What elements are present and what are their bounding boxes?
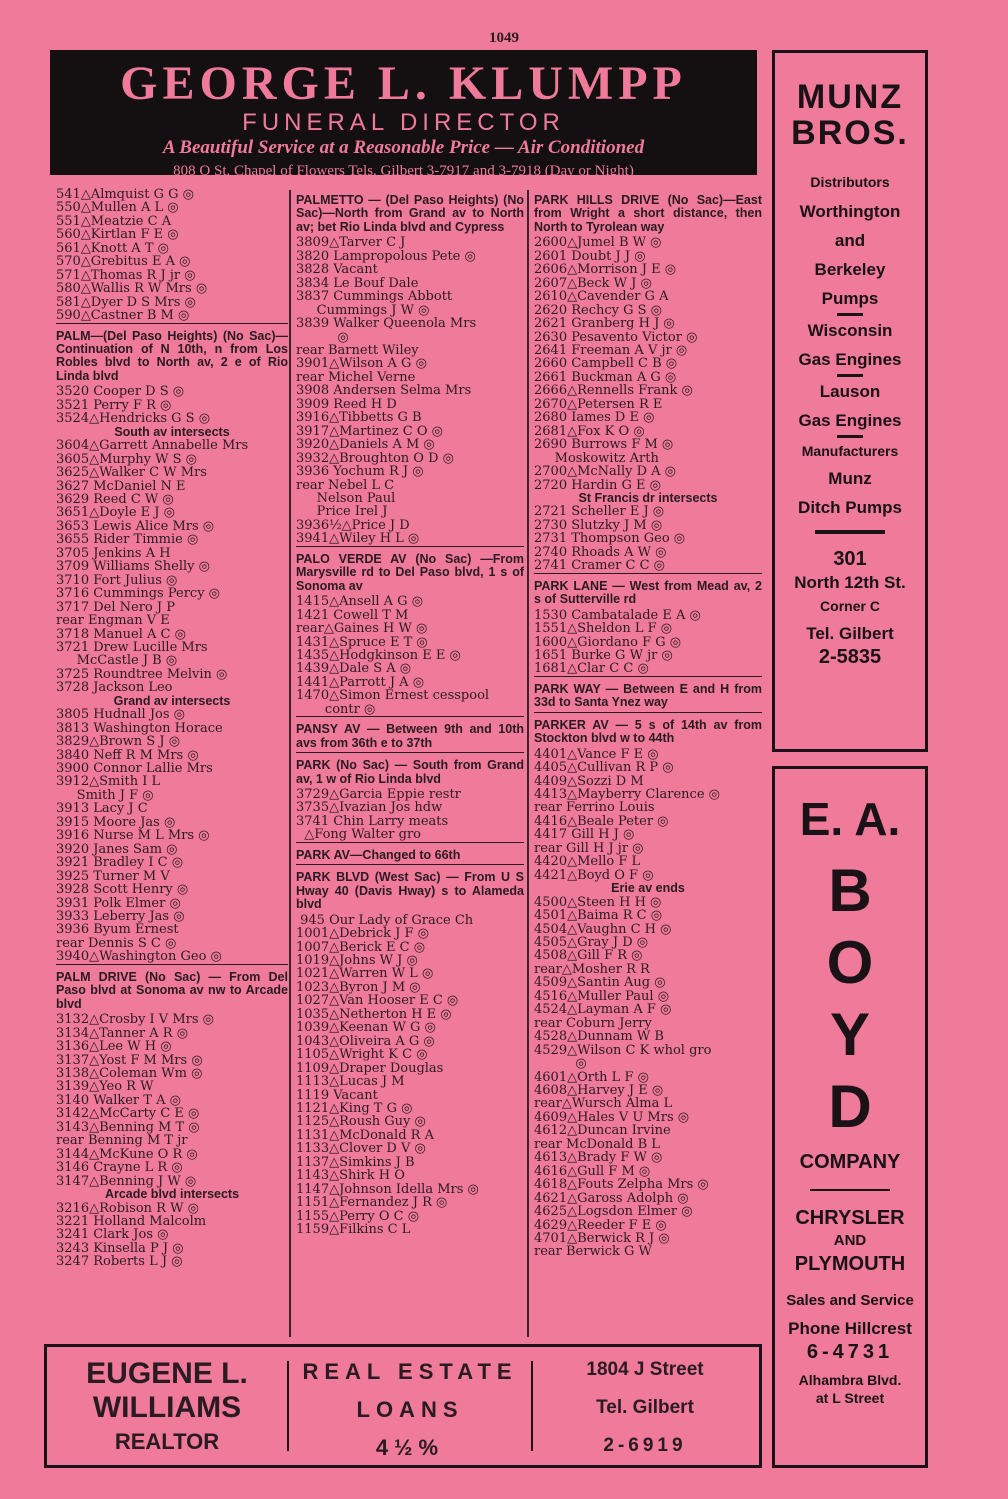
section-rule bbox=[296, 864, 524, 865]
directory-entry: rear McDonald B L bbox=[534, 1137, 660, 1152]
directory-entry: 3936 Yochum R J ◎ bbox=[296, 465, 424, 479]
intersection-note: Erie av ends bbox=[611, 881, 685, 896]
directory-entry: 3820 Lampropolous Pete ◎ bbox=[296, 249, 476, 264]
contact-tel-label: Tel. Gilbert bbox=[596, 1397, 694, 1418]
directory-entry: 3143△Benning M T ◎ bbox=[56, 1120, 200, 1135]
munz-name-2: BROS. bbox=[791, 114, 909, 152]
directory-entry: 3829△Brown S J ◎ bbox=[56, 735, 181, 749]
munz-line: Gas Engines bbox=[798, 411, 902, 430]
realtor-role: REALTOR bbox=[114, 1429, 220, 1454]
street-heading: PARKER AV — 5 s of 14th av from Stockton blvd w to 44th bbox=[534, 717, 762, 746]
directory-entry: 3721 Drew Lucille Mrs bbox=[56, 640, 208, 655]
boyd-company: COMPANY bbox=[799, 1151, 901, 1173]
service-rate: 4½% bbox=[375, 1435, 445, 1460]
street-heading: PALM—(Del Paso Heights) (No Sac)—Continuation of N 10th, n from Los Robles blvd to North av, 2 e of Rio Linda blvd bbox=[56, 328, 288, 383]
realtor-contact bbox=[531, 1347, 759, 1469]
directory-entry: 3805 Hudnall Jos ◎ bbox=[56, 708, 186, 722]
contact-tel-number: 2-6919 bbox=[603, 1435, 687, 1456]
directory-entry: Nelson Paul bbox=[296, 491, 396, 506]
directory-entry: 3741 Chin Larry meats bbox=[296, 814, 449, 829]
directory-entry: 1155△Perry O C ◎ bbox=[296, 1209, 420, 1224]
directory-entry: 3940△Washington Geo ◎ bbox=[56, 950, 222, 964]
directory-entry: 1431△Spruce E T ◎ bbox=[296, 635, 428, 649]
directory-entry: 1043△Oliveira A G ◎ bbox=[296, 1034, 435, 1049]
street-heading: PALMETTO — (Del Paso Heights) (No Sac)—North from Grand av to North av; bet Rio Linda blvd and Cypress bbox=[296, 193, 524, 234]
directory-entry: 560△Kirtlan F E ◎ bbox=[56, 228, 179, 242]
service-line: LOANS bbox=[356, 1397, 464, 1422]
directory-entry: 3725 Roundtree Melvin ◎ bbox=[56, 667, 228, 682]
directory-entry: 1681△Clar C C ◎ bbox=[534, 662, 649, 676]
realtor-name: WILLIAMS bbox=[92, 1391, 242, 1424]
directory-entry: 2641 Freeman A V jr ◎ bbox=[534, 343, 688, 358]
directory-entry: 3521 Perry F R ◎ bbox=[56, 398, 172, 413]
williams-realtor-ad bbox=[44, 1344, 762, 1468]
directory-entry: 1001△Debrick J F ◎ bbox=[296, 927, 430, 941]
directory-entry: 2690 Burrows F M ◎ bbox=[534, 438, 674, 452]
directory-entry: 3931 Polk Elmer ◎ bbox=[56, 896, 181, 911]
directory-entry: 3718 Manuel A C ◎ bbox=[56, 627, 186, 641]
directory-entry: rear Coburn Jerry bbox=[534, 1016, 652, 1031]
directory-entry: rear Berwick G W bbox=[534, 1245, 652, 1259]
directory-entry: 1113△Lucas J M bbox=[296, 1075, 405, 1089]
directory-entry: 945 Our Lady of Grace Ch bbox=[296, 913, 474, 928]
boyd-phone-label: Phone Hillcrest bbox=[788, 1319, 912, 1338]
directory-entry: 3140 Walker T A ◎ bbox=[56, 1093, 181, 1108]
directory-entry: 4401△Vance F E ◎ bbox=[534, 747, 659, 762]
directory-entry: 1441△Parrott J A ◎ bbox=[296, 675, 425, 690]
street-heading: PANSY AV — Between 9th and 10th avs from 36th e to 37th bbox=[296, 722, 524, 750]
directory-entry: rear△Gaines H W ◎ bbox=[296, 622, 428, 636]
directory-entry: 3216△Robison R W ◎ bbox=[56, 1201, 199, 1215]
funeral-director-banner bbox=[50, 50, 757, 179]
directory-entry: 3524△Hendricks G S ◎ bbox=[56, 412, 211, 426]
directory-entry: rear Ferrino Louis bbox=[534, 801, 655, 815]
realtor-name: EUGENE L. bbox=[86, 1357, 248, 1390]
directory-entry: 1021△Warren W L ◎ bbox=[296, 967, 434, 981]
directory-entry: 1470△Simon Ernest cesspool bbox=[296, 689, 490, 703]
munz-address-street: North 12th St. bbox=[794, 573, 906, 592]
boyd-location: at L Street bbox=[815, 1390, 885, 1406]
directory-entry: 4421△Boyd O F ◎ bbox=[534, 868, 654, 883]
directory-entry: 4529△Wilson C K whol gro bbox=[534, 1043, 712, 1058]
boyd-brand: PLYMOUTH bbox=[794, 1253, 906, 1275]
boyd-letter: B bbox=[828, 857, 872, 924]
service-line: REAL ESTATE bbox=[302, 1359, 518, 1384]
directory-column-1 bbox=[56, 188, 288, 1269]
directory-entry: rear Gill H J jr ◎ bbox=[534, 841, 644, 856]
section-rule bbox=[296, 546, 524, 547]
directory-entry: 1019△Johns W J ◎ bbox=[296, 954, 418, 968]
directory-entry: 2721 Scheller E J ◎ bbox=[534, 505, 665, 519]
directory-entry: 561△Knott A T ◎ bbox=[56, 241, 169, 256]
directory-entry: 3520 Cooper D S ◎ bbox=[56, 385, 185, 399]
directory-entry: 3241 Clark Jos ◎ bbox=[56, 1228, 169, 1242]
directory-entry: 3221 Holland Malcolm bbox=[56, 1214, 207, 1229]
directory-entry: 3834 Le Bouf Dale bbox=[296, 276, 419, 291]
munz-corner: Corner C bbox=[820, 598, 880, 614]
directory-entry: 3729△Garcia Eppie restr bbox=[296, 788, 461, 802]
divider-bar bbox=[815, 530, 885, 534]
directory-column-2 bbox=[296, 188, 524, 1237]
street-heading: PARK LANE — West from Mead av, 2 s of Sutterville rd bbox=[534, 578, 762, 607]
directory-entry: 4618△Fouts Zelpha Mrs ◎ bbox=[534, 1178, 709, 1192]
divider-rule bbox=[810, 1189, 890, 1191]
directory-entry: ◎ bbox=[534, 1057, 587, 1071]
directory-entry: 2666△Rennells Frank ◎ bbox=[534, 384, 693, 398]
directory-entry: rear Michel Verne bbox=[296, 370, 416, 385]
street-heading: PARK BLVD (West Sac) — From U S Hway 40 (Davis Hway) s to Alameda blvd bbox=[296, 870, 524, 912]
directory-entry: 4501△Baima R C ◎ bbox=[534, 909, 663, 923]
intersection-note: Arcade blvd intersects bbox=[104, 1187, 240, 1202]
directory-entry: 3147△Benning J W ◎ bbox=[56, 1174, 197, 1189]
page-number: 1049 bbox=[489, 30, 519, 46]
street-heading: PALM DRIVE (No Sac) — From Del Paso blvd at Sonoma av nw to Arcade blvd bbox=[56, 969, 288, 1011]
directory-entry: 3604△Garrett Annabelle Mrs bbox=[56, 439, 249, 453]
munz-name-1: MUNZ bbox=[796, 78, 904, 116]
ea-boyd-ad bbox=[772, 766, 928, 1468]
directory-entry: 1109△Draper Douglas bbox=[296, 1061, 444, 1076]
directory-entry: rear Nebel L C bbox=[296, 478, 395, 492]
directory-entry: 4516△Muller Paul ◎ bbox=[534, 989, 670, 1004]
directory-entry: 3900 Connor Lallie Mrs bbox=[56, 762, 213, 776]
directory-entry: 1151△Fernandez J R ◎ bbox=[296, 1196, 448, 1210]
section-rule bbox=[296, 716, 524, 717]
directory-entry: 2607△Beck W J ◎ bbox=[534, 276, 652, 291]
directory-entry: 571△Thomas R J jr ◎ bbox=[56, 268, 196, 283]
section-rule bbox=[296, 752, 524, 753]
directory-entry: rear Engman V E bbox=[56, 614, 170, 628]
banner-name: GEORGE L. KLUMPP bbox=[120, 57, 687, 110]
directory-entry: 3928 Scott Henry ◎ bbox=[56, 883, 189, 897]
directory-entry: 1121△King T G ◎ bbox=[296, 1102, 413, 1116]
directory-entry: 4500△Steen H H ◎ bbox=[534, 895, 662, 910]
directory-entry: 1415△Ansell A G ◎ bbox=[296, 595, 424, 609]
directory-entry: 3921 Bradley I C ◎ bbox=[56, 856, 184, 870]
section-rule bbox=[534, 712, 762, 713]
directory-entry: 3941△Wiley H L ◎ bbox=[296, 532, 420, 546]
directory-entry: contr ◎ bbox=[296, 702, 376, 717]
directory-entry: 3134△Tanner A R ◎ bbox=[56, 1026, 189, 1041]
boyd-service: Sales and Service bbox=[786, 1292, 914, 1309]
directory-entry: 3137△Yost F M Mrs ◎ bbox=[56, 1053, 203, 1067]
directory-entry: 581△Dyer D S Mrs ◎ bbox=[56, 295, 196, 310]
directory-entry: 1530 Cambatalade E A ◎ bbox=[534, 608, 701, 623]
directory-entry: 3716 Cummings Percy ◎ bbox=[56, 587, 221, 601]
column-divider bbox=[289, 190, 291, 1337]
directory-entry: 1027△Van Hooser E C ◎ bbox=[296, 994, 459, 1008]
directory-entry: 4505△Gray J D ◎ bbox=[534, 936, 649, 950]
directory-entry: 3901△Wilson A G ◎ bbox=[296, 357, 427, 371]
contact-address: 1804 J Street bbox=[586, 1359, 704, 1380]
directory-entry: 3144△McKune O R ◎ bbox=[56, 1147, 198, 1162]
munz-line: Lauson bbox=[819, 382, 881, 401]
directory-entry: 3710 Fort Julius ◎ bbox=[56, 573, 178, 588]
directory-entry: rear Barnett Wiley bbox=[296, 343, 419, 358]
section-rule bbox=[56, 964, 288, 965]
directory-entry: 4405△Cullivan R P ◎ bbox=[534, 761, 674, 775]
directory-entry: 570△Grebitus E A ◎ bbox=[56, 255, 191, 269]
directory-entry: 3920△Daniels A M ◎ bbox=[296, 438, 435, 452]
directory-entry: 1023△Byron J M ◎ bbox=[296, 980, 421, 995]
directory-entry: 1007△Berick E C ◎ bbox=[296, 940, 426, 955]
directory-entry: 2661 Buckman A G ◎ bbox=[534, 370, 677, 385]
boyd-brand: CHRYSLER bbox=[795, 1207, 905, 1229]
divider-dash bbox=[837, 374, 863, 377]
directory-entry: 3840 Neff R M Mrs ◎ bbox=[56, 748, 199, 763]
directory-entry: 3915 Moore Jas ◎ bbox=[56, 815, 176, 830]
directory-entry: 3247 Roberts L J ◎ bbox=[56, 1255, 183, 1269]
directory-entry: 3132△Crosby I V Mrs ◎ bbox=[56, 1013, 214, 1027]
directory-entry: 3837 Cummings Abbott bbox=[296, 290, 453, 304]
directory-entry: 3936 Byum Ernest bbox=[56, 923, 179, 937]
directory-entry: 1143△Shirk H O bbox=[296, 1169, 405, 1183]
directory-entry: 3925 Turner M V bbox=[56, 869, 170, 884]
directory-entry: 4409△Sozzi D M bbox=[534, 774, 644, 789]
munz-tel-number: 2-5835 bbox=[818, 646, 882, 668]
directory-entry: 1551△Sheldon L F ◎ bbox=[534, 622, 673, 636]
directory-entry: rear△Mosher R R bbox=[534, 962, 650, 977]
directory-entry: 4508△Gill F R ◎ bbox=[534, 949, 643, 963]
directory-entry: 1105△Wright K C ◎ bbox=[296, 1048, 428, 1062]
directory-entry: 1119 Vacant bbox=[296, 1088, 378, 1102]
banner-title: FUNERAL DIRECTOR bbox=[242, 109, 565, 136]
directory-entry: 1137△Simkins J B bbox=[296, 1155, 415, 1170]
directory-entry: 3913 Lacy J C bbox=[56, 802, 148, 816]
boyd-letter: Y bbox=[829, 1001, 871, 1068]
directory-entry: 2600△Jumel B W ◎ bbox=[534, 236, 662, 250]
directory-entry: 3142△McCarty C E ◎ bbox=[56, 1107, 200, 1121]
directory-entry: McCastle J B ◎ bbox=[56, 654, 178, 668]
directory-entry: 2680 Iames D E ◎ bbox=[534, 411, 655, 425]
directory-entry: 3909 Reed H D bbox=[296, 397, 397, 412]
directory-entry: 4413△Mayberry Clarence ◎ bbox=[534, 788, 720, 802]
directory-entry: ◎ bbox=[296, 330, 349, 344]
intersection-note: South av intersects bbox=[114, 424, 230, 439]
directory-entry: 2741 Cramer C C ◎ bbox=[534, 559, 665, 573]
directory-entry: 3932△Broughton O D ◎ bbox=[296, 451, 454, 466]
directory-entry: Cummings J W ◎ bbox=[296, 303, 430, 318]
directory-entry: 2610△Cavender G A bbox=[534, 290, 669, 304]
realtor-name-block bbox=[47, 1347, 287, 1475]
directory-entry: 4609△Hales V U Mrs ◎ bbox=[534, 1110, 690, 1125]
directory-entry: 2681△Fox K O ◎ bbox=[534, 424, 645, 439]
directory-entry: 4420△Mello F L bbox=[534, 855, 641, 869]
directory-entry: 3605△Murphy W S ◎ bbox=[56, 452, 198, 467]
munz-line: Ditch Pumps bbox=[798, 498, 902, 517]
boyd-initials: E. A. bbox=[799, 793, 901, 845]
section-rule bbox=[296, 842, 524, 843]
intersection-note: Grand av intersects bbox=[113, 693, 231, 708]
directory-entry: 3627 McDaniel N E bbox=[56, 479, 186, 493]
directory-entry: 4528△Dunnam W B bbox=[534, 1030, 664, 1044]
munz-line: Berkeley bbox=[814, 260, 886, 279]
boyd-brand: AND bbox=[833, 1232, 867, 1249]
directory-entry: 2730 Slutzky J M ◎ bbox=[534, 518, 663, 533]
directory-entry: 3709 Williams Shelly ◎ bbox=[56, 560, 210, 574]
munz-manufacturers: Manufacturers bbox=[801, 443, 899, 459]
directory-entry: 3916△Tibbetts G B bbox=[296, 411, 422, 425]
directory-entry: 4701△Berwick R J ◎ bbox=[534, 1231, 670, 1246]
munz-line: and bbox=[834, 231, 866, 250]
directory-entry: 4416△Beale Peter ◎ bbox=[534, 814, 669, 829]
directory-entry: 1035△Netherton H E ◎ bbox=[296, 1007, 452, 1022]
directory-entry: 3936½△Price J D bbox=[296, 518, 410, 533]
directory-entry: 2620 Rechcy G S ◎ bbox=[534, 303, 663, 318]
directory-entry: 3651△Doyle E J ◎ bbox=[56, 506, 175, 520]
directory-entry: 4417 Gill H J ◎ bbox=[534, 828, 635, 842]
directory-entry: 4625△Logsdon Elmer ◎ bbox=[534, 1205, 693, 1219]
directory-entry: 550△Mullen A L ◎ bbox=[56, 201, 179, 215]
column-divider bbox=[527, 190, 529, 1337]
realtor-services bbox=[289, 1347, 531, 1471]
directory-entry: 4608△Harvey J E ◎ bbox=[534, 1084, 664, 1098]
directory-entry: 3705 Jenkins A H bbox=[56, 546, 171, 561]
directory-entry: 2740 Rhoads A W ◎ bbox=[534, 545, 667, 560]
intersection-note: St Francis dr intersects bbox=[578, 490, 718, 505]
street-heading: PARK (No Sac) — South from Grand av, 1 w of Rio Linda blvd bbox=[296, 758, 524, 786]
directory-entry: 2731 Thompson Geo ◎ bbox=[534, 532, 686, 546]
banner-slogan: A Beautiful Service at a Reasonable Price — Air Conditioned bbox=[162, 137, 645, 158]
directory-entry: 3146 Crayne L R ◎ bbox=[56, 1161, 183, 1175]
directory-entry: rear△Wursch Alma L bbox=[534, 1097, 673, 1111]
street-heading: PARK AV—Changed to 66th bbox=[296, 847, 461, 862]
boyd-phone-number: 6-4731 bbox=[806, 1341, 894, 1363]
directory-entry: 3912△Smith I L bbox=[56, 775, 161, 789]
directory-entry: △Fong Walter gro bbox=[296, 828, 421, 842]
directory-entry: 580△Wallis R W Mrs ◎ bbox=[56, 282, 208, 296]
directory-entry: 1435△Hodgkinson E E ◎ bbox=[296, 648, 461, 663]
directory-entry: 4621△Gaross Adolph ◎ bbox=[534, 1191, 689, 1206]
directory-entry: 3136△Lee W H ◎ bbox=[56, 1040, 172, 1054]
section-rule bbox=[56, 323, 288, 324]
directory-entry: 4601△Orth L F ◎ bbox=[534, 1070, 649, 1084]
directory-entry: 3920 Janes Sam ◎ bbox=[56, 842, 178, 857]
directory-entry: 1600△Giordano F G ◎ bbox=[534, 635, 682, 649]
directory-entry: 3813 Washington Horace bbox=[56, 721, 223, 736]
directory-entry: 1421 Cowell T M bbox=[296, 608, 409, 623]
directory-entry: 3908 Andersen Selma Mrs bbox=[296, 384, 472, 398]
directory-entry: 3243 Kinsella P J ◎ bbox=[56, 1241, 184, 1256]
directory-entry: 2670△Petersen R E bbox=[534, 397, 663, 412]
directory-entry: 1159△Filkins C L bbox=[296, 1223, 411, 1237]
directory-entry: 551△Meatzie C A bbox=[56, 214, 172, 229]
directory-entry: 2700△McNally D A ◎ bbox=[534, 465, 677, 479]
directory-entry: Smith J F ◎ bbox=[56, 788, 154, 803]
street-heading: PARK WAY — Between E and H from 33d to Santa Ynez way bbox=[534, 681, 762, 710]
munz-address-number: 301 bbox=[833, 548, 867, 570]
directory-entry: rear Dennis S C ◎ bbox=[56, 936, 177, 951]
directory-entry: 541△Almquist G G ◎ bbox=[56, 188, 194, 202]
munz-tel-label: Tel. Gilbert bbox=[806, 624, 894, 643]
munz-bros-ad bbox=[772, 50, 928, 752]
munz-line: Pumps bbox=[821, 289, 879, 308]
directory-entry: 3809△Tarver C J bbox=[296, 236, 406, 250]
directory-entry: 3629 Reed C W ◎ bbox=[56, 492, 174, 507]
directory-entry: 3139△Yeo R W bbox=[56, 1080, 154, 1094]
directory-entry: 3717 Del Nero J P bbox=[56, 600, 175, 615]
divider-dash bbox=[837, 435, 863, 438]
directory-entry: 4613△Brady F W ◎ bbox=[534, 1151, 663, 1165]
directory-entry: 2720 Hardin G E ◎ bbox=[534, 478, 661, 492]
banner-address: 808 O St. Chapel of Flowers Tels. Gilbert 3-7917 and 3-7918 (Day or Night) bbox=[173, 163, 634, 179]
section-rule bbox=[534, 573, 762, 574]
directory-entry: 2621 Granberg H J ◎ bbox=[534, 317, 675, 331]
directory-entry: 3625△Walker C W Mrs bbox=[56, 466, 207, 480]
directory-entry: 1131△McDonald R A bbox=[296, 1128, 434, 1143]
directory-entry: 4524△Layman A F ◎ bbox=[534, 1003, 672, 1017]
directory-entry: 4504△Vaughn C H ◎ bbox=[534, 922, 672, 937]
munz-distributors: Distributors bbox=[810, 174, 890, 190]
directory-entry: 1651 Burke G W jr ◎ bbox=[534, 648, 673, 663]
directory-entry: 3138△Coleman Wm ◎ bbox=[56, 1067, 203, 1081]
directory-entry: 2601 Doubt J J ◎ bbox=[534, 249, 646, 264]
directory-entry: Moskowitz Arth bbox=[534, 451, 659, 466]
directory-entry: Price Irel J bbox=[296, 505, 388, 519]
directory-entry: 3839 Walker Queenola Mrs bbox=[296, 317, 477, 331]
directory-entry: 2630 Pesavento Victor ◎ bbox=[534, 330, 698, 344]
directory-entry: 1125△Roush Guy ◎ bbox=[296, 1115, 426, 1129]
munz-line: Worthington bbox=[799, 202, 901, 221]
munz-line: Gas Engines bbox=[798, 350, 902, 369]
directory-entry: 3917△Martinez C O ◎ bbox=[296, 424, 443, 439]
divider-dash bbox=[837, 313, 863, 316]
street-heading: PALO VERDE AV (No Sac) —From Marysville rd to Del Paso blvd, 1 s of Sonoma av bbox=[296, 551, 524, 593]
directory-entry: 4612△Duncan Irvine bbox=[534, 1124, 671, 1138]
section-rule bbox=[534, 676, 762, 677]
directory-entry: 4629△Reeder F E ◎ bbox=[534, 1218, 667, 1232]
munz-line: Wisconsin bbox=[807, 321, 893, 340]
directory-entry: 3735△Ivazian Jos hdw bbox=[296, 801, 443, 815]
street-heading: PARK HILLS DRIVE (No Sac)—East from Wright a short distance, then North to Tyrolean way bbox=[534, 193, 762, 234]
directory-entry: 1133△Clover D V ◎ bbox=[296, 1142, 426, 1156]
boyd-letter: O bbox=[826, 929, 874, 996]
directory-entry: 4616△Gull F M ◎ bbox=[534, 1164, 651, 1179]
munz-line: Munz bbox=[828, 469, 872, 488]
directory-entry: 3653 Lewis Alice Mrs ◎ bbox=[56, 519, 215, 534]
directory-entry: 590△Castner B M ◎ bbox=[56, 309, 190, 323]
boyd-location: Alhambra Blvd. bbox=[798, 1372, 902, 1388]
directory-entry: 3655 Rider Timmie ◎ bbox=[56, 533, 199, 547]
directory-entry: 3916 Nurse M L Mrs ◎ bbox=[56, 829, 210, 843]
directory-entry: 1147△Johnson Idella Mrs ◎ bbox=[296, 1182, 479, 1197]
directory-entry: 3728 Jackson Leo bbox=[56, 681, 173, 695]
directory-entry: 3933 Leberry Jas ◎ bbox=[56, 910, 185, 924]
directory-column-3 bbox=[534, 188, 762, 1259]
directory-entry: 2606△Morrison J E ◎ bbox=[534, 263, 677, 277]
boyd-letter: D bbox=[828, 1073, 872, 1140]
directory-entry: 3828 Vacant bbox=[296, 263, 378, 277]
directory-entry: 2660 Campbell C B ◎ bbox=[534, 357, 678, 371]
directory-entry: rear Benning M T jr bbox=[56, 1134, 188, 1148]
directory-entry: 4509△Santin Aug ◎ bbox=[534, 976, 666, 990]
directory-entry: 1439△Dale S A ◎ bbox=[296, 662, 412, 676]
directory-entry: 1039△Keenan W G ◎ bbox=[296, 1021, 436, 1035]
